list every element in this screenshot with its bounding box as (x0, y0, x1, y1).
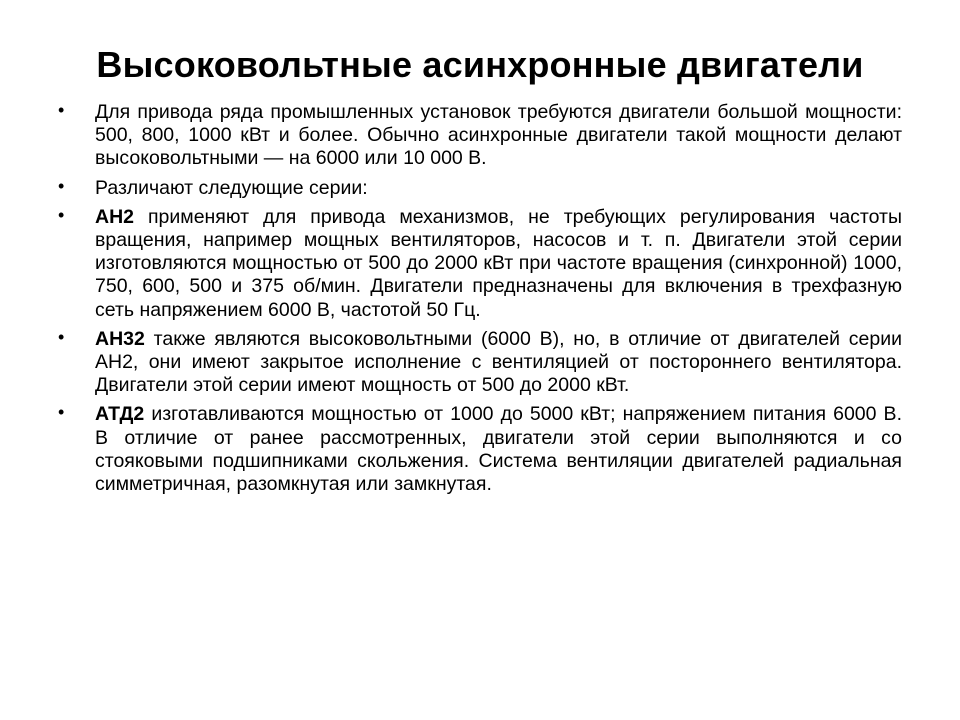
bullet-dot-icon: • (58, 326, 65, 347)
bullet-text: Различают следующие серии: (95, 176, 368, 199)
series-name-an2: АН2 (95, 205, 135, 228)
bullet-dot-icon: • (58, 402, 65, 423)
bullet-item-intro (58, 101, 902, 171)
bullet-text: применяют для привода механизмов, не требующих регулирования частоты вращения, например мощных вентиляторов, насосов и т. п. Двигатели этой серии изготовляются мощностью от 500 до 2000 кВт при частоте вращения (синхронной) 1000, 750, 600, 500 и 375 об/мин. Двигатели предназначены для включения в трехфазную сеть напряжением 6000 В, частотой 50 Гц. (95, 205, 902, 321)
series-name-an32: АН32 (95, 327, 145, 350)
bullet-dot-icon: • (58, 100, 65, 120)
bullet-text: изготавливаются мощностью от 1000 до 5000 кВт; напряжением питания 6000 В. В отличие от ранее рассмотренных, двигатели этой серии выполняются и со стояковыми подшипниками скольжения. Система вентиляции двигателей радиальная симметричная, разомкнутая или замкнутая. (95, 403, 902, 496)
bullet-list (58, 101, 902, 502)
bullet-text: Для привода ряда промышленных установок требуются двигатели большой мощности: 500, 800, 1000 кВт и более. Обычно асинхронные двигатели такой мощности делают высоковольтными — на 6000 или 10 000 В. (95, 101, 902, 170)
bullet-text: также являются высоковольтными (6000 В), но, в отличие от двигателей серии АН2, они имеют закрытое исполнение с вентиляцией от постороннего вентилятора. Двигатели этой серии имеют мощность от 500 до 2000 кВт. (95, 327, 902, 397)
bullet-dot-icon: • (58, 204, 65, 225)
slide-title: Высоковольтные асинхронные двигатели (96, 44, 864, 85)
series-name-atd2: АТД2 (95, 403, 145, 426)
bullet-item-atd2 (58, 403, 902, 496)
bullet-item-series-intro (58, 177, 902, 200)
bullet-item-an2 (58, 206, 902, 322)
bullet-dot-icon: • (58, 175, 65, 196)
bullet-item-an32 (58, 328, 902, 398)
